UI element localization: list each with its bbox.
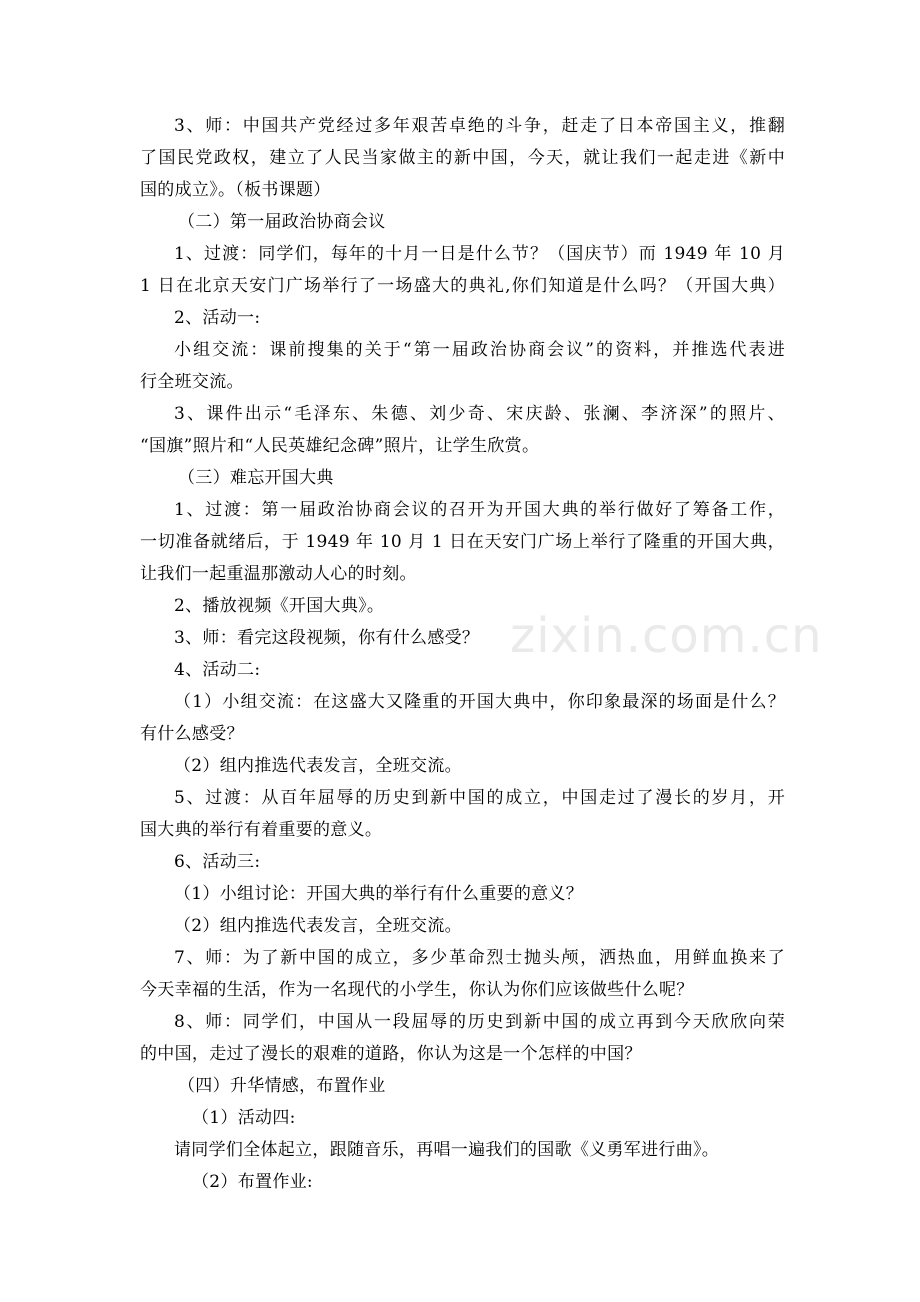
section-heading: （四）升华情感，布置作业 (178, 1076, 386, 1096)
paragraph-line: 2、活动一: (174, 308, 261, 328)
paragraph-line: 4、活动二: (174, 660, 261, 680)
paragraph-line: 的中国，走过了漫长的艰难的道路，你认为这是一个怎样的中国？ (140, 1044, 642, 1064)
paragraph-line: （2）组内推选代表发言，全班交流。 (174, 916, 462, 936)
watermark: zixin.com.cn (510, 608, 823, 664)
paragraph-line: （2）布置作业: (192, 1172, 313, 1192)
paragraph-line: 今天幸福的生活，作为一名现代的小学生，你认为你们应该做些什么呢？ (140, 980, 694, 1000)
paragraph-line: 8、师：同学们，中国从一段屈辱的历史到新中国的成立再到今天欣欣向荣 (174, 1012, 785, 1032)
paragraph-line: 让我们一起重温那激动人心的时刻。 (140, 564, 417, 584)
paragraph-line: 1 日在北京天安门广场举行了一场盛大的典礼,你们知道是什么吗？（开国大典） (140, 276, 785, 296)
paragraph-line: （1）小组讨论：开国大典的举行有什么重要的意义？ (174, 884, 584, 904)
paragraph-line: 小组交流：课前搜集的关于“第一届政治协商会议”的资料，并推选代表进 (174, 340, 785, 360)
paragraph-line: 有什么感受？ (140, 724, 244, 744)
paragraph-line: 了国民党政权，建立了人民当家做主的新中国，今天，就让我们一起走进《新中 (140, 148, 785, 168)
paragraph-line: 1、过渡：第一届政治协商会议的召开为开国大典的举行做好了筹备工作， (174, 500, 785, 520)
paragraph-line: （1）小组交流：在这盛大又隆重的开国大典中，你印象最深的场面是什么？ (174, 692, 785, 712)
paragraph-line: “国旗”照片和“人民英雄纪念碑”照片，让学生欣赏。 (140, 436, 540, 456)
paragraph-line: 5、过渡：从百年屈辱的历史到新中国的成立，中国走过了漫长的岁月，开 (174, 788, 785, 808)
paragraph-line: 行全班交流。 (140, 372, 244, 392)
paragraph-line: 1、过渡：同学们，每年的十月一日是什么节？（国庆节）而 1949 年 10 月 (174, 244, 785, 264)
paragraph-line: 7、师：为了新中国的成立，多少革命烈士抛头颅，洒热血，用鲜血换来了 (174, 948, 785, 968)
paragraph-line: （2）组内推选代表发言，全班交流。 (174, 756, 462, 776)
section-heading: （二）第一届政治协商会议 (178, 212, 386, 232)
document-body (140, 114, 785, 1202)
paragraph-line: 3、师：中国共产党经过多年艰苦卓绝的斗争，赶走了日本帝国主义，推翻 (174, 116, 785, 136)
paragraph-line: 6、活动三: (174, 852, 261, 872)
paragraph-line: 国的成立》。（板书课题） (140, 180, 331, 200)
paragraph-line: 3、师：看完这段视频，你有什么感受？ (174, 628, 480, 648)
paragraph-line: 一切准备就绪后，于 1949 年 10 月 1 日在天安门广场上举行了隆重的开国大典， (140, 532, 785, 552)
paragraph-line: 2、播放视频《开国大典》。 (174, 596, 385, 616)
paragraph-line: 国大典的举行有着重要的意义。 (140, 820, 383, 840)
paragraph-line: 请同学们全体起立，跟随音乐，再唱一遍我们的国歌《义勇军进行曲》。 (174, 1140, 720, 1160)
section-heading: （三）难忘开国大典 (178, 468, 334, 488)
paragraph-line: （1）活动四: (192, 1108, 296, 1128)
paragraph-line: 3、课件出示“毛泽东、朱德、刘少奇、宋庆龄、张澜、李济深”的照片、 (174, 404, 785, 424)
